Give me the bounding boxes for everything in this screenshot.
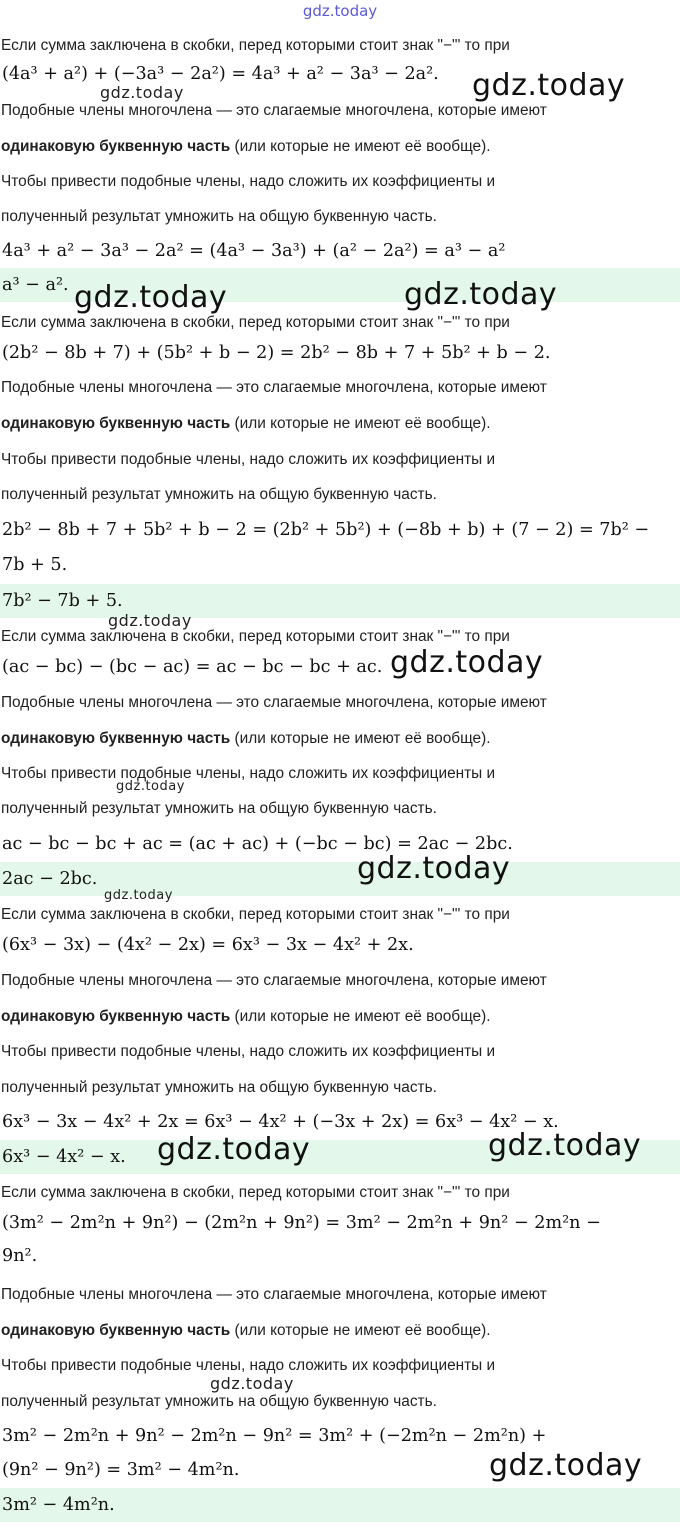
answer-box xyxy=(0,862,680,896)
definition-continued xyxy=(1,1007,678,1027)
rule-text: Чтобы привести подобные члены, надо сложить их коэффициенты и xyxy=(1,173,496,190)
definition-rest: (или которые не имеют её вообще). xyxy=(230,1008,491,1025)
definition-continued xyxy=(1,414,678,434)
rule-text-continued: полученный результат умножить на общую буквенную часть. xyxy=(1,1079,437,1096)
answer-box xyxy=(0,1488,680,1522)
grouping-formula: 4a³ + a² − 3a³ − 2a² = (4a³ − 3a³) + (a² − 2a²) = a³ − a² xyxy=(2,241,506,261)
watermark: gdz.today xyxy=(108,611,192,630)
grouping-formula: 3m² − 2m²n + 9n² − 2m²n − 9n² = 3m² + (−2m²n − 2m²n) + xyxy=(2,1426,547,1446)
watermark: gdz.today xyxy=(472,68,626,103)
watermark: gdz.today xyxy=(357,851,511,886)
grouping-formula-continued: 7b + 5. xyxy=(2,555,68,575)
definition-text: Подобные члены многочлена — это слагаемые многочлена, которые имеют xyxy=(1,1286,547,1303)
grouping-formula-continued: (9n² − 9n²) = 3m² − 4m²n. xyxy=(2,1460,240,1480)
watermark: gdz.today xyxy=(116,779,185,794)
grouping-formula: ac − bc − bc + ac = (ac + ac) + (−bc − bc) = 2ac − 2bc. xyxy=(2,834,513,854)
expansion-formula-continued: 9n². xyxy=(2,1246,38,1266)
definition-text: Подобные члены многочлена — это слагаемые многочлена, которые имеют xyxy=(1,694,547,711)
definition-continued xyxy=(1,137,678,157)
watermark: gdz.today xyxy=(489,1448,643,1483)
answer-text: 6x³ − 4x² − x. xyxy=(2,1147,126,1167)
expansion-formula: (3m² − 2m²n + 9n²) − (2m²n + 9n²) = 3m² − 2m²n + 9n² − 2m²n − xyxy=(2,1213,601,1233)
definition-rest: (или которые не имеют её вообще). xyxy=(230,138,491,155)
definition-text: Подобные члены многочлена — это слагаемые многочлена, которые имеют xyxy=(1,972,547,989)
intro-text: Если сумма заключена в скобки, перед которыми стоит знак "−"' то при xyxy=(1,37,510,54)
watermark: gdz.today xyxy=(488,1128,642,1163)
rule-text-continued: полученный результат умножить на общую буквенную часть. xyxy=(1,486,437,503)
expansion-formula: (4a³ + a²) + (−3a³ − 2a²) = 4a³ + a² − 3a³ − 2a². xyxy=(2,64,439,84)
expansion-formula: (2b² − 8b + 7) + (5b² + b − 2) = 2b² − 8b + 7 + 5b² + b − 2. xyxy=(2,343,551,363)
definition-bold-term: одинаковую буквенную часть xyxy=(1,138,231,155)
watermark: gdz.today xyxy=(104,888,173,903)
intro-text: Если сумма заключена в скобки, перед которыми стоит знак "−"' то при xyxy=(1,906,510,923)
definition-text: Подобные члены многочлена — это слагаемые многочлена, которые имеют xyxy=(1,102,547,119)
site-watermark: gdz.today xyxy=(302,2,378,20)
intro-text: Если сумма заключена в скобки, перед которыми стоит знак "−"' то при xyxy=(1,314,510,331)
definition-text: Подобные члены многочлена — это слагаемые многочлена, которые имеют xyxy=(1,379,547,396)
definition-rest: (или которые не имеют её вообще). xyxy=(230,415,491,432)
rule-text: Чтобы привести подобные члены, надо сложить их коэффициенты и xyxy=(1,451,496,468)
expansion-formula: (6x³ − 3x) − (4x² − 2x) = 6x³ − 3x − 4x² + 2x. xyxy=(2,935,414,955)
answer-text: 3m² − 4m²n. xyxy=(2,1495,115,1515)
expansion-formula: (ac − bc) − (bc − ac) = ac − bc − bc + ac. xyxy=(2,657,383,677)
rule-text-continued: полученный результат умножить на общую буквенную часть. xyxy=(1,1393,437,1410)
definition-continued xyxy=(1,1321,678,1341)
definition-rest: (или которые не имеют её вообще). xyxy=(230,1322,491,1339)
grouping-formula: 2b² − 8b + 7 + 5b² + b − 2 = (2b² + 5b²) + (−8b + b) + (7 − 2) = 7b² − xyxy=(2,520,650,540)
rule-text-continued: полученный результат умножить на общую буквенную часть. xyxy=(1,208,437,225)
grouping-formula: 6x³ − 3x − 4x² + 2x = 6x³ − 4x² + (−3x + 2x) = 6x³ − 4x² − x. xyxy=(2,1112,559,1132)
watermark: gdz.today xyxy=(157,1132,311,1167)
watermark: gdz.today xyxy=(100,83,184,102)
watermark: gdz.today xyxy=(390,645,544,680)
watermark: gdz.today xyxy=(210,1374,294,1393)
intro-text: Если сумма заключена в скобки, перед которыми стоит знак "−"' то при xyxy=(1,1184,510,1201)
definition-rest: (или которые не имеют её вообще). xyxy=(230,730,491,747)
answer-text: a³ − a². xyxy=(2,275,69,295)
rule-text-continued: полученный результат умножить на общую буквенную часть. xyxy=(1,800,437,817)
rule-text: Чтобы привести подобные члены, надо сложить их коэффициенты и xyxy=(1,765,496,782)
answer-text: 7b² − 7b + 5. xyxy=(2,591,123,611)
intro-text: Если сумма заключена в скобки, перед которыми стоит знак "−"' то при xyxy=(1,628,510,645)
rule-text: Чтобы привести подобные члены, надо сложить их коэффициенты и xyxy=(1,1043,496,1060)
answer-text: 2ac − 2bc. xyxy=(2,869,98,889)
definition-bold-term: одинаковую буквенную часть xyxy=(1,730,231,747)
rule-text: Чтобы привести подобные члены, надо сложить их коэффициенты и xyxy=(1,1357,496,1374)
answer-box xyxy=(0,584,680,618)
definition-continued xyxy=(1,729,678,749)
definition-bold-term: одинаковую буквенную часть xyxy=(1,415,231,432)
definition-bold-term: одинаковую буквенную часть xyxy=(1,1008,231,1025)
watermark: gdz.today xyxy=(74,280,228,315)
watermark: gdz.today xyxy=(404,277,558,312)
definition-bold-term: одинаковую буквенную часть xyxy=(1,1322,231,1339)
